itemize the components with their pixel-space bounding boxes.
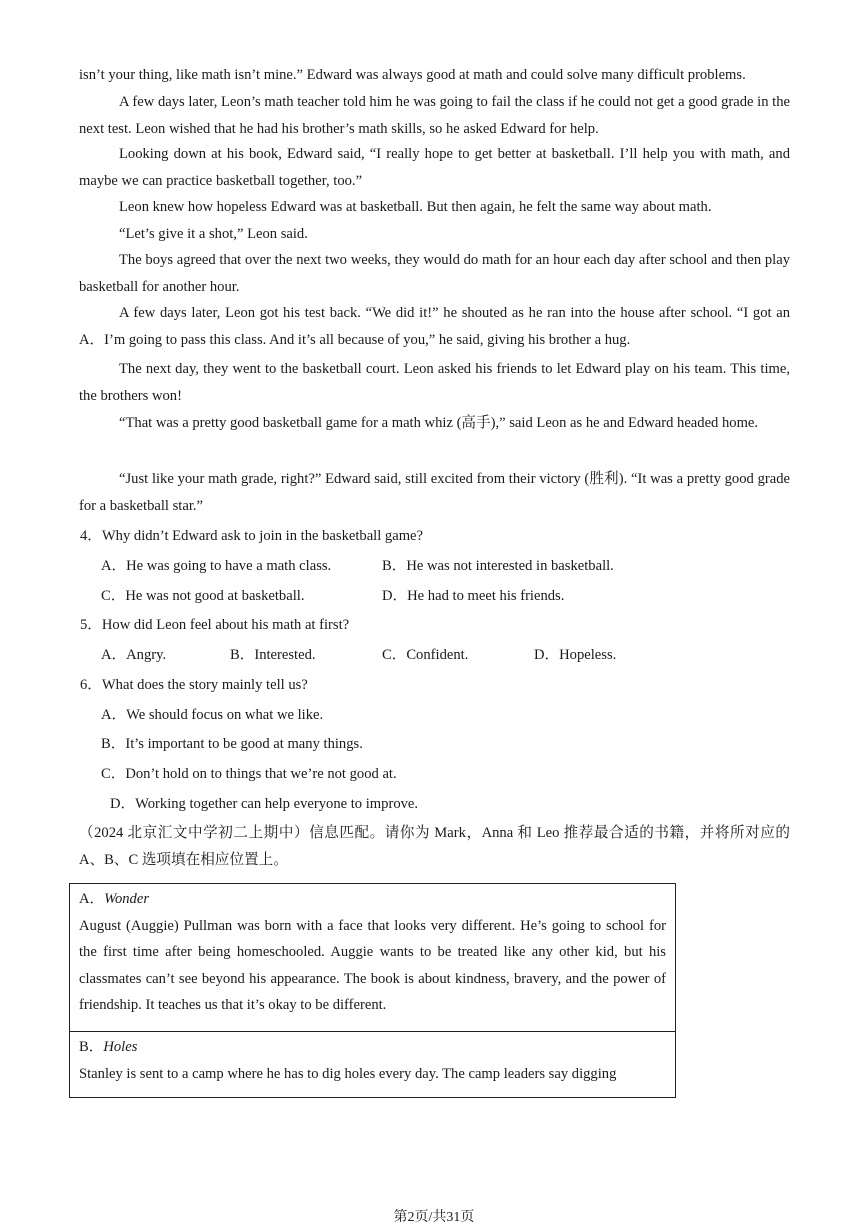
- story-paragraph: A few days later, Leon’s math teacher told him he was going to fail the class if he could not get a good grade in the next test. Leon wished that he had his brother’s math skills, so he asked Edward for help.: [79, 94, 790, 137]
- answer-option: D．Working together can help everyone to improve.: [110, 796, 419, 812]
- book-description: Stanley is sent to a camp where he has to dig holes every day. The camp leaders say digging: [79, 1065, 617, 1082]
- answer-option: D．He had to meet his friends.: [382, 588, 565, 604]
- book-title: Holes: [103, 1039, 138, 1055]
- book-description: August (Auggie) Pullman was born with a face that looks very different. He’s going to school for the first time after being homeschooled. Auggie wants to be treated like any other kid, but his classmates can’t see beyond his appearance. The book is about kindness, bravery, and the power of friendship. It teaches us that it’s okay to be different.: [79, 917, 666, 1013]
- answer-option: B．He was not interested in basketball.: [382, 558, 614, 574]
- question-stem: 6．What does the story mainly tell us?: [80, 677, 308, 693]
- book-letter: B．: [79, 1039, 104, 1055]
- section-instructions: （2024 北京汇文中学初二上期中）信息匹配。请你为 Mark，Anna 和 Leo 推荐最合适的书籍，并将所对应的 A、B、C 选项填在相应位置上。: [79, 825, 790, 868]
- answer-option: A．He was going to have a math class.: [101, 558, 332, 574]
- story-paragraph: The next day, they went to the basketball court. Leon asked his friends to let Edward play on his team. This time, the brothers won!: [79, 361, 790, 404]
- story-paragraph: isn’t your thing, like math isn’t mine.” Edward was always good at math and could solve many difficult problems.: [79, 67, 746, 83]
- book-heading: [79, 884, 666, 913]
- book-title: Wonder: [104, 891, 150, 907]
- book-entry: [70, 1032, 675, 1098]
- story-paragraph: “That was a pretty good basketball game for a math whiz (高手),” said Leon as he and Edward headed home.: [119, 415, 759, 431]
- story-paragraph: The boys agreed that over the next two weeks, they would do math for an hour each day after school and then play basketball for another hour.: [79, 252, 790, 295]
- answer-option: B．It’s important to be good at many things.: [101, 736, 363, 752]
- answer-option: D．Hopeless.: [534, 647, 617, 663]
- question-stem: 4．Why didn’t Edward ask to join in the basketball game?: [80, 528, 424, 544]
- story-paragraph: Leon knew how hopeless Edward was at basketball. But then again, he felt the same way about math.: [119, 199, 712, 215]
- page-number: 第2页/共31页: [393, 1210, 475, 1225]
- story-paragraph: “Let’s give it a shot,” Leon said.: [119, 226, 308, 242]
- answer-option: C．He was not good at basketball.: [101, 588, 305, 604]
- answer-option: C．Confident.: [382, 647, 469, 663]
- book-heading: [79, 1032, 666, 1061]
- question-stem: 5．How did Leon feel about his math at first?: [80, 617, 350, 633]
- story-paragraph: “Just like your math grade, right?” Edward said, still excited from their victory (胜利). “It was a pretty good grade for a basketball star.”: [79, 471, 790, 514]
- answer-option: B．Interested.: [230, 647, 316, 663]
- book-entry: [70, 884, 675, 1032]
- answer-option: A．We should focus on what we like.: [101, 707, 324, 723]
- story-paragraph: Looking down at his book, Edward said, “I really hope to get better at basketball. I’ll help you with math, and maybe we can practice basketball together, too.”: [79, 146, 790, 189]
- book-letter: A．: [79, 891, 105, 907]
- answer-option: C．Don’t hold on to things that we’re not good at.: [101, 766, 397, 782]
- book-list-box: [69, 883, 676, 1098]
- story-paragraph: A few days later, Leon got his test back. “We did it!” he shouted as he ran into the house after school. “I got an A．I’m going to pass this class. And it’s all because of you,” he said, giving his brother a hug.: [79, 305, 790, 348]
- answer-option: A．Angry.: [101, 647, 167, 663]
